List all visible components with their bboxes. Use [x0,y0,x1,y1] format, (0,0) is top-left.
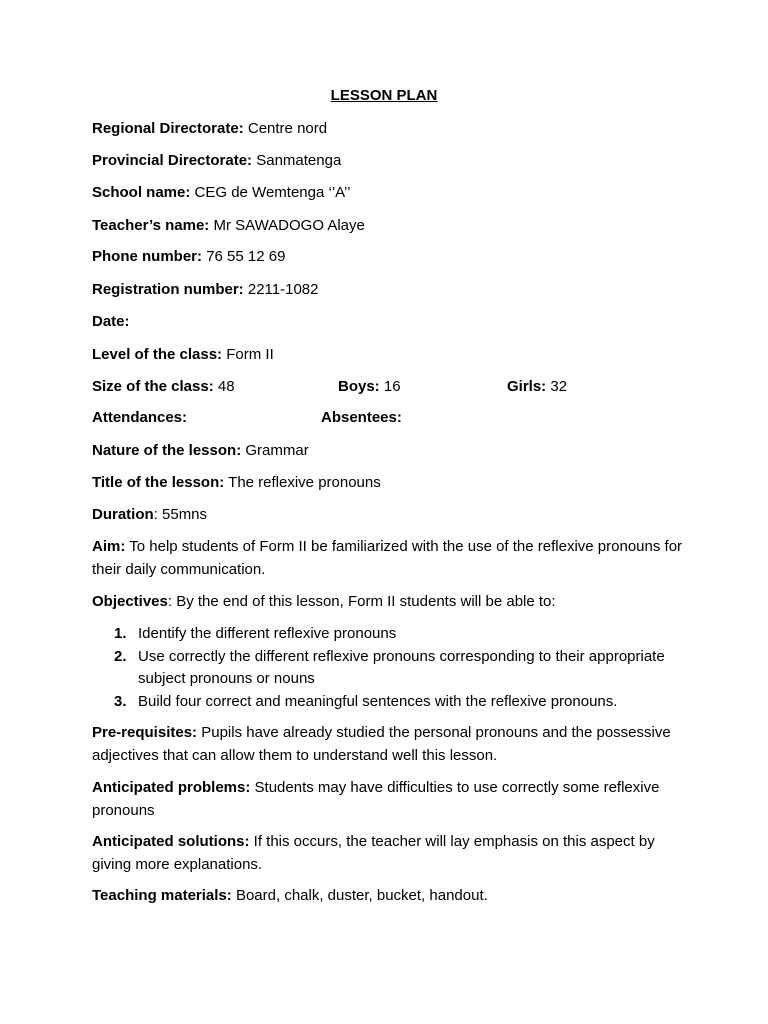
field-value: Form II [226,346,274,363]
field-label: Phone number: [92,248,203,265]
regional-directorate-row [92,118,327,140]
field-label: Registration number: [92,281,244,298]
field-value: 32 [550,378,568,395]
school-name-row [92,182,350,204]
field-value: : 55mns [153,506,208,523]
list-number: 1. [114,625,127,642]
field-label: Attendances: [92,409,188,426]
field-label: Anticipated solutions: [92,833,250,850]
field-value: Grammar [245,442,309,459]
field-value: Students may have difficulties to use correctly some reflexive pronouns [92,779,660,819]
attendance-row [92,407,692,429]
field-value: The reflexive pronouns [228,474,381,491]
girls-field [507,376,567,398]
teacher-name-row [92,215,365,237]
list-text: Identify the different reflexive pronouns [138,625,397,642]
field-label: School name: [92,184,191,201]
class-size-row [92,376,692,398]
teaching-materials-row [92,885,488,907]
list-item [92,646,692,691]
field-label: Provincial Directorate: [92,152,253,169]
list-text: Build four correct and meaningful sentences with the reflexive pronouns. [138,692,618,710]
field-value: If this occurs, the teacher will lay emphasis on this aspect by giving more explanations. [92,833,655,873]
field-label: Aim: [92,538,126,555]
field-label: Date: [92,313,130,330]
field-label: Nature of the lesson: [92,442,242,459]
field-label: Title of the lesson: [92,474,225,491]
objectives-list [92,623,692,713]
field-value: Mr SAWADOGO Alaye [213,217,365,234]
field-label: Boys: [338,378,380,395]
aim-paragraph [92,536,692,581]
list-number: 2. [114,647,127,665]
absentees-field [321,407,402,429]
field-value: 16 [383,378,401,395]
provincial-directorate-row [92,150,341,172]
field-label: Objectives [92,593,168,610]
field-value: To help students of Form II be familiarized with the use of the reflexive pronouns for their daily communication. [92,538,683,578]
field-label: Duration [92,506,154,523]
lesson-nature-row [92,440,309,462]
document-title: LESSON PLAN [330,87,438,104]
field-label: Pre-requisites: [92,724,198,741]
field-value: : By the end of this lesson, Form II students will be able to: [167,593,556,610]
field-label: Absentees: [321,409,402,426]
field-label: Teaching materials: [92,887,232,904]
class-level-row [92,344,274,366]
field-label: Girls: [507,378,547,395]
registration-number-row [92,279,318,301]
list-item [92,691,692,714]
anticipated-solutions-paragraph [92,831,692,876]
field-value: 48 [217,378,235,395]
field-label: Level of the class: [92,346,223,363]
prerequisites-paragraph [92,722,692,767]
lesson-title-row [92,472,381,494]
anticipated-problems-paragraph [92,777,692,822]
field-value: 76 55 12 69 [206,248,286,265]
boys-field [338,376,401,398]
field-value: CEG de Wemtenga ‘’A’’ [194,184,351,201]
field-label: Regional Directorate: [92,120,244,137]
field-value: 2211-1082 [247,281,319,298]
field-value: Pupils have already studied the personal pronouns and the possessive adjectives that can allow them to understand well this lesson. [92,724,671,764]
field-value: Board, chalk, duster, bucket, handout. [235,887,488,904]
phone-number-row [92,246,285,268]
list-text: Use correctly the different reflexive pronouns corresponding to their appropriate subject pronouns or nouns [138,647,665,687]
list-item [92,623,692,646]
field-value: Sanmatenga [256,152,342,169]
field-label: Size of the class: [92,378,214,395]
duration-row [92,504,207,526]
field-value: Centre nord [247,120,328,137]
list-number: 3. [114,692,127,710]
field-label: Teacher’s name: [92,217,210,234]
field-label: Anticipated problems: [92,779,251,796]
date-row [92,311,130,333]
objectives-row [92,591,556,613]
